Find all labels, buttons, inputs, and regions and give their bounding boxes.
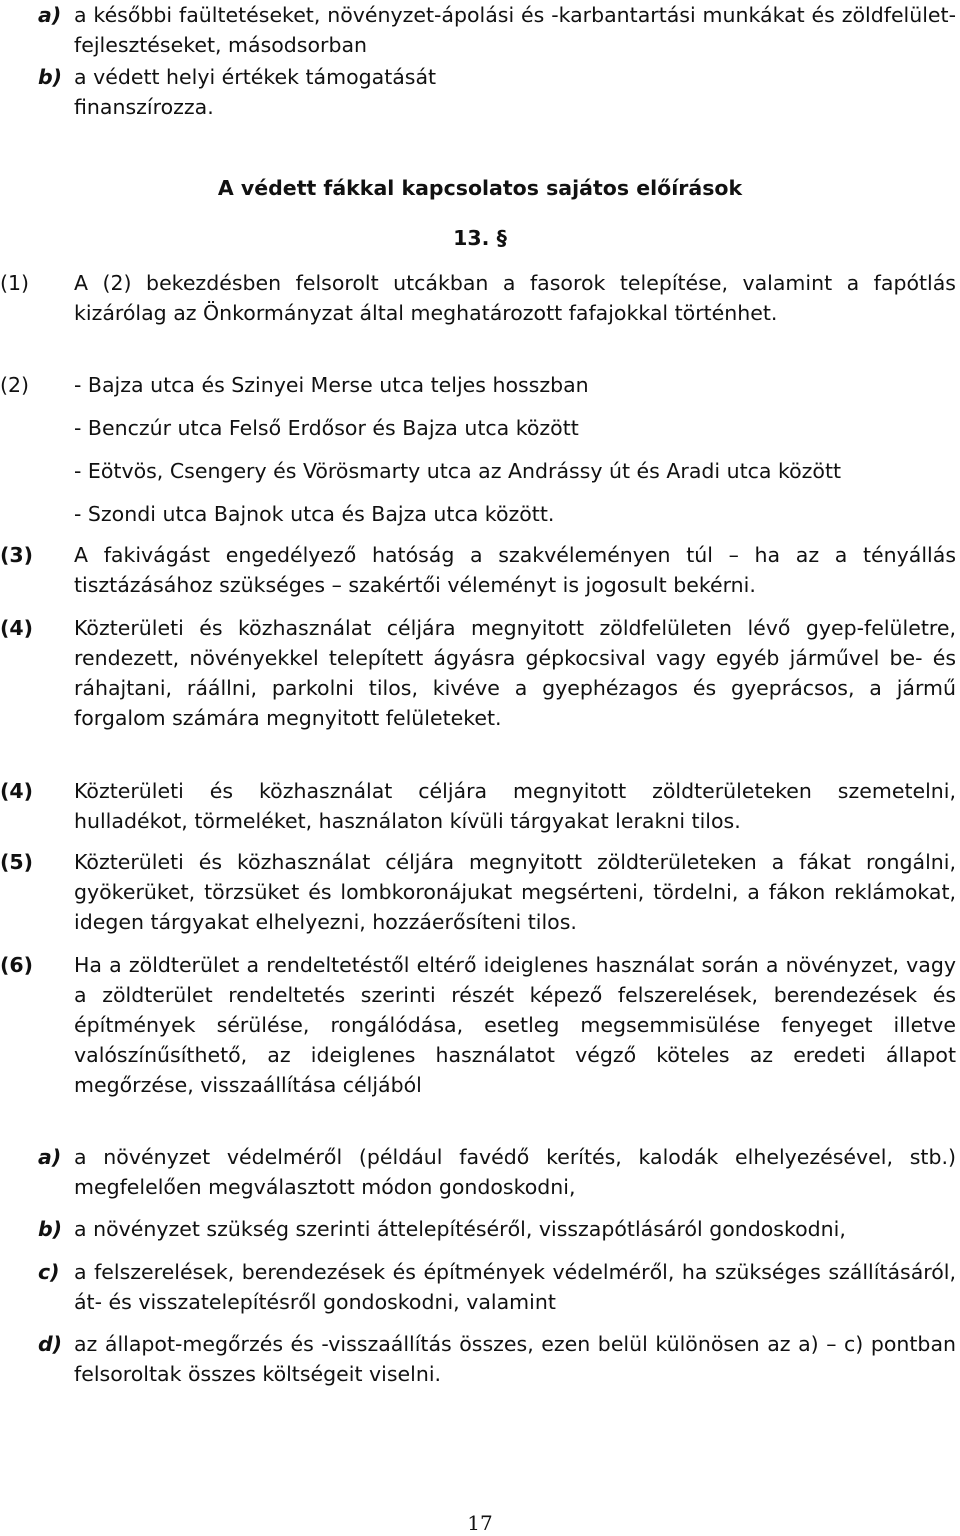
paragraph-number: (2): [0, 373, 30, 397]
item-marker: a): [38, 1145, 62, 1169]
paragraph-text: Ha a zöldterület a rendeltetéstől eltérő ideiglenes használat során a növényzet, vagy a zöldterület rendeltetés szerinti részét képező felszerelések, berendezések és építmények sérülése, rongálódása, esetleg megsemmisülése fenyeget illetve valószínűsíthető, az ideiglenes használatot végző köteles az eredeti állapot megőrzése, visszaállítása céljából: [74, 953, 956, 1097]
section-title: A védett fákkal kapcsolatos sajátos előírások: [217, 176, 743, 200]
paragraph-number: (6): [0, 953, 34, 977]
street-line: - Szondi utca Bajnok utca és Bajza utca között.: [74, 502, 555, 526]
item-marker: b): [38, 65, 63, 89]
item-text: a későbbi faültetéseket, növényzet-ápolási és -karbantartási munkákat és zöldfelület-fejlesztéseket, másodsorban: [74, 3, 956, 57]
street-line: - Eötvös, Csengery és Vörösmarty utca az Andrássy út és Aradi utca között: [74, 459, 842, 483]
item-text: a növényzet védelméről (például favédő kerítés, kalodák elhelyezésével, stb.) megfelelően megválasztott módon gondoskodni,: [74, 1145, 956, 1199]
paragraph-number: (4): [0, 616, 34, 640]
paragraph-text: Közterületi és közhasználat céljára megnyitott zöldterületeken a fákat rongálni, gyökerüket, törzsüket és lombkoronájukat megsérteni, tördelni, a fákon reklámokat, idegen tárgyakat elhelyezni, hozzáerősíteni tilos.: [74, 850, 956, 934]
page-number: 17: [467, 1511, 493, 1535]
street-line: - Benczúr utca Felső Erdősor és Bajza utca között: [74, 416, 579, 440]
item-text: a védett helyi értékek támogatását finanszírozza.: [74, 65, 437, 119]
item-marker: d): [38, 1332, 63, 1356]
paragraph-text: Közterületi és közhasználat céljára megnyitott zöldfelületen lévő gyep-felületre, rendezett, növényekkel telepített ágyásra gépkocsival vagy egyéb járművel be- és ráhajtani, ráállni, parkolni tilos, kivéve a gyephézagos és gyeprácsos, a jármű forgalom számára megnyitott felületeket.: [74, 616, 956, 730]
paragraph-number: (4): [0, 779, 34, 803]
paragraph-number: (5): [0, 850, 34, 874]
paragraph-text: A fakivágást engedélyező hatóság a szakvéleményen túl – ha az a tényállás tisztázásához szükséges – szakértői véleményt is jogosult bekérni.: [74, 543, 956, 597]
item-text: az állapot-megőrzés és -visszaállítás összes, ezen belül különösen az a) – c) pontban felsoroltak összes költségeit viselni.: [74, 1332, 956, 1386]
item-text: a növényzet szükség szerinti áttelepítéséről, visszapótlásáról gondoskodni,: [74, 1217, 846, 1241]
section-number: 13. §: [453, 226, 507, 250]
paragraph-text: Közterületi és közhasználat céljára megnyitott zöldterületeken szemetelni, hulladékot, törmeléket, használaton kívüli tárgyakat lerakni tilos.: [74, 779, 956, 833]
item-marker: a): [38, 3, 62, 27]
paragraph-number: (1): [0, 271, 30, 295]
paragraph-text: A (2) bekezdésben felsorolt utcákban a fasorok telepítése, valamint a fapótlás kizárólag az Önkormányzat által meghatározott fafajokkal történhet.: [74, 271, 956, 325]
item-marker: c): [38, 1260, 60, 1284]
paragraph-number: (3): [0, 543, 34, 567]
item-text: a felszerelések, berendezések és építmények védelméről, ha szükséges szállításáról, át- és visszatelepítésről gondoskodni, valamint: [74, 1260, 956, 1314]
item-marker: b): [38, 1217, 63, 1241]
street-line: - Bajza utca és Szinyei Merse utca teljes hosszban: [74, 373, 589, 397]
